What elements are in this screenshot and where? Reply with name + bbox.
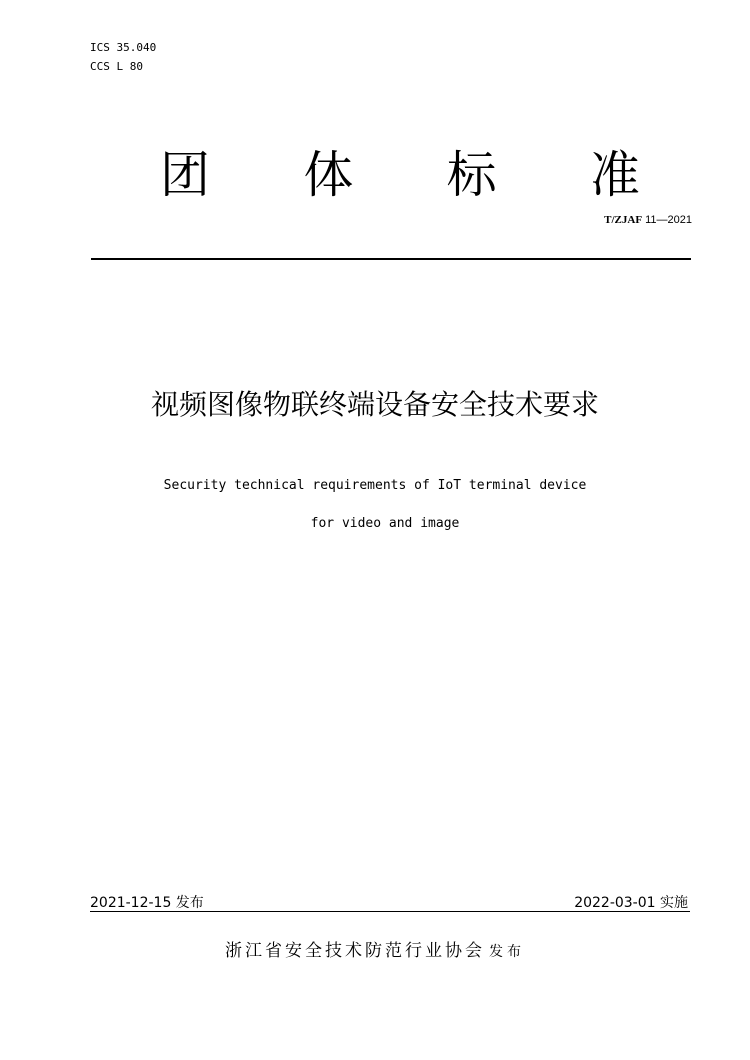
footer-divider bbox=[90, 911, 690, 912]
title-char-1: 团 bbox=[160, 146, 210, 204]
header-divider bbox=[91, 258, 691, 260]
document-title-cn: 视频图像物联终端设备安全技术要求 bbox=[150, 388, 599, 421]
standard-number-suffix: 11—2021 bbox=[642, 214, 692, 226]
publisher-action: 发布 bbox=[489, 944, 525, 960]
standard-number-prefix: T/ZJAF bbox=[604, 214, 643, 226]
publisher-org: 浙江省安全技术防范行业协会 bbox=[225, 941, 485, 961]
title-char-2: 体 bbox=[303, 146, 354, 204]
document-title-en-line1: Security technical requirements of IoT terminal device bbox=[163, 478, 587, 493]
publisher bbox=[0, 936, 750, 961]
title-char-3: 标 bbox=[446, 146, 497, 204]
title-char-4: 准 bbox=[589, 146, 640, 204]
document-title-en-line2: for video and image bbox=[310, 516, 460, 531]
ics-code: ICS 35.040 bbox=[90, 41, 157, 54]
classification-codes bbox=[90, 38, 156, 76]
standard-number bbox=[604, 214, 692, 226]
standard-type-title bbox=[160, 140, 640, 210]
implementation-date: 2022-03-01 实施 bbox=[574, 895, 688, 911]
ccs-code: CCS L 80 bbox=[90, 60, 143, 73]
issue-date: 2021-12-15 发布 bbox=[90, 895, 204, 911]
